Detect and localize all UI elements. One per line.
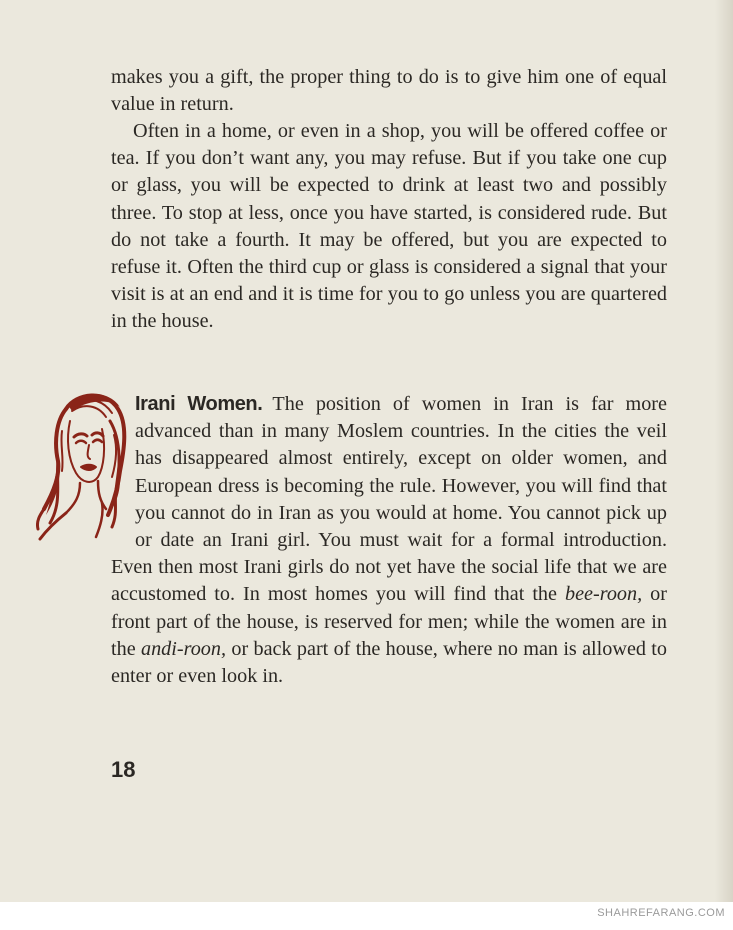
paragraph-gift: makes you a gift, the proper thing to do is to give him one of equal value in return. bbox=[111, 66, 667, 116]
section-text-3: or back part of the house, where no man is allowed to enter or even look in. bbox=[111, 637, 668, 688]
section-text-2: or front part of the house, is reserved for men; while the women are in the bbox=[111, 583, 667, 660]
page-number: 18 bbox=[111, 757, 136, 782]
page-spine-shadow bbox=[715, 0, 733, 902]
section-text-1: The position of women in Iran is far more advanced than in many Moslem countries. In the cities the veil has disappeared almost entirely, except on older women, and European dress is becoming the rule. However, you will find that you cannot do in Iran as you would at home. You cannot pick up or date an Irani girl. You must wait for a formal introduction. Even then most Irani girls do not yet have the social life that we are accustomed to. In most homes you will find that the bbox=[111, 393, 667, 606]
section-irani-women bbox=[111, 391, 667, 690]
woman-portrait-icon bbox=[36, 391, 128, 551]
paragraph-coffee-tea: Often in a home, or even in a shop, you will be offered coffee or tea. If you don’t want any, you may refuse. But if you take one cup or glass, you will be expected to drink at least two and possibly three. To stop at less, once you have started, is considered rude. But do not take a fourth. It may be offered, but you are expected to refuse it. Often the third cup or glass is considered a signal that your visit is at an end and it is time for you to go unless you are quartered in the house. bbox=[111, 120, 667, 333]
section-heading: Irani Women. bbox=[135, 393, 263, 415]
term-andi-roon: andi-roon, bbox=[140, 637, 227, 660]
watermark: SHAHREFARANG.COM bbox=[597, 907, 725, 919]
term-bee-roon: bee-roon, bbox=[565, 583, 643, 606]
